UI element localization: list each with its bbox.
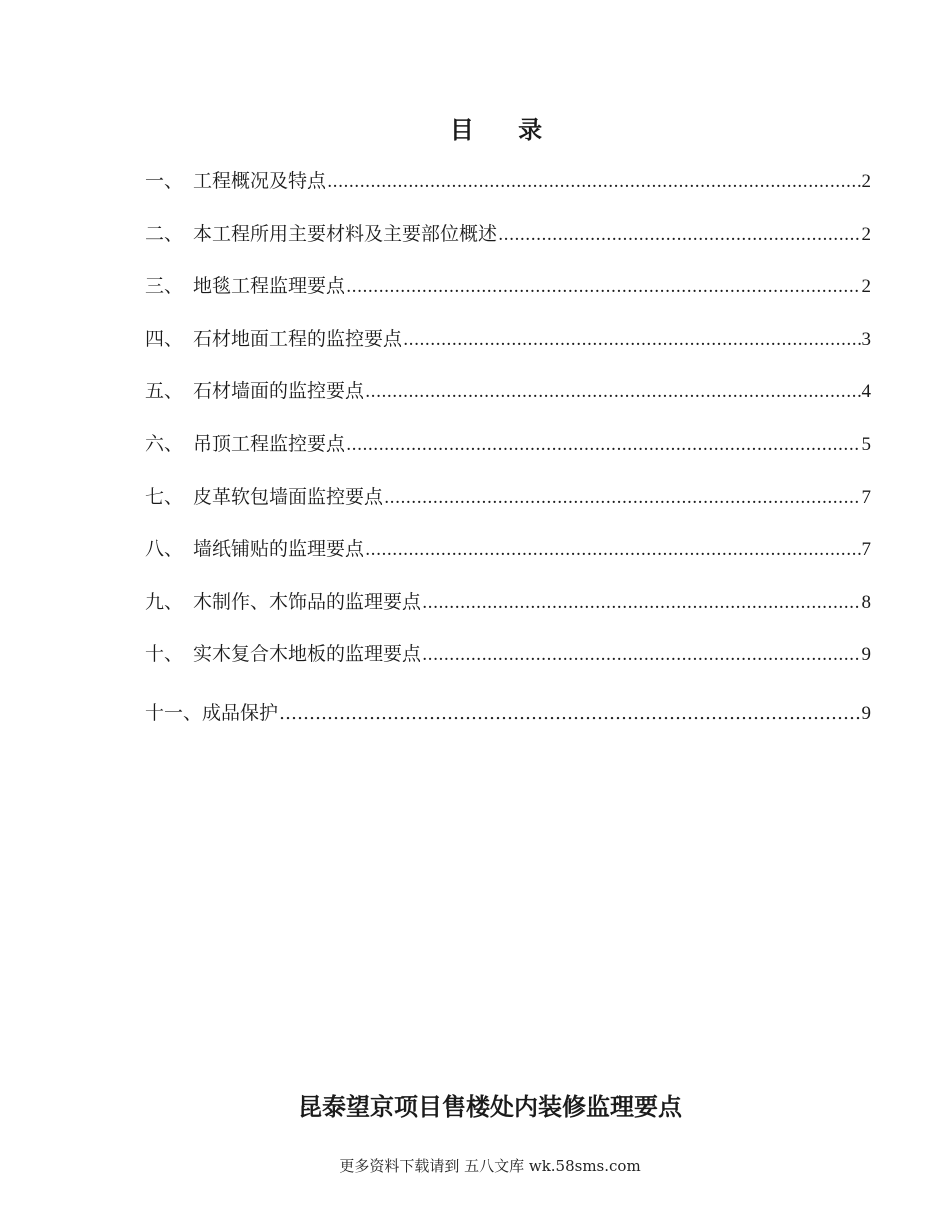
toc-entry[interactable]	[145, 697, 871, 750]
toc-entry-page: 5	[861, 433, 871, 455]
toc-dot-leader	[365, 376, 860, 408]
toc-entry[interactable]	[145, 533, 871, 586]
toc-entry-title: 本工程所用主要材料及主要部位概述	[193, 222, 498, 245]
toc-entry-number: 八、	[145, 538, 184, 561]
toc-entry-number: 二、	[145, 222, 184, 245]
toc-entry-title: 成品保护	[202, 701, 279, 724]
toc-dot-leader	[498, 219, 860, 251]
toc-title: 目 录	[449, 115, 561, 144]
toc-entry[interactable]	[145, 638, 871, 691]
toc-entry-number: 一、	[145, 170, 184, 192]
table-of-contents	[145, 165, 871, 750]
toc-entry-page: 7	[861, 486, 871, 508]
toc-entry[interactable]	[145, 270, 871, 323]
toc-entry-page: 8	[861, 591, 871, 613]
toc-entry[interactable]	[145, 481, 871, 534]
document-title: 昆泰望京项目售楼处内装修监理要点	[298, 1092, 682, 1121]
toc-entry[interactable]	[145, 165, 871, 218]
toc-dot-leader	[365, 534, 860, 566]
toc-entry[interactable]	[145, 428, 871, 481]
toc-entry-page: 3	[861, 328, 871, 350]
toc-entry-page: 2	[861, 223, 871, 245]
toc-entry-number: 九、	[145, 590, 184, 613]
toc-entry-page: 7	[861, 539, 871, 561]
toc-entry-title: 工程概况及特点	[193, 170, 327, 192]
toc-entry-title: 木制作、木饰品的监理要点	[193, 590, 422, 613]
toc-dot-leader	[346, 429, 860, 461]
toc-entry[interactable]	[145, 586, 871, 639]
toc-entry-title: 墙纸铺贴的监理要点	[193, 538, 365, 561]
toc-entry-title: 地毯工程监理要点	[193, 275, 346, 298]
toc-dot-leader	[279, 698, 860, 730]
toc-entry[interactable]	[145, 375, 871, 428]
toc-entry-number: 三、	[145, 275, 184, 298]
toc-entry[interactable]	[145, 323, 871, 376]
toc-entry-title: 石材墙面的监控要点	[193, 380, 365, 403]
toc-entry-number: 六、	[145, 432, 184, 455]
toc-entry-page: 2	[861, 276, 871, 298]
toc-entry-page: 9	[861, 644, 871, 666]
toc-entry-number: 七、	[145, 485, 184, 508]
toc-dot-leader	[422, 587, 860, 619]
toc-entry-title: 皮革软包墙面监控要点	[193, 485, 384, 508]
toc-entry-page: 9	[861, 702, 871, 724]
toc-dot-leader	[384, 482, 860, 514]
toc-entry-number: 十一、	[145, 701, 203, 724]
toc-entry-title: 石材地面工程的监控要点	[193, 327, 403, 350]
toc-entry[interactable]	[145, 218, 871, 271]
footer-note: 更多资料下载请到 五八文库 wk.58sms.com	[339, 1157, 641, 1175]
toc-entry-title: 吊顶工程监控要点	[193, 432, 346, 455]
toc-entry-title: 实木复合木地板的监理要点	[193, 643, 422, 666]
toc-dot-leader	[422, 639, 860, 671]
toc-dot-leader	[403, 324, 860, 356]
toc-entry-number: 十、	[145, 643, 184, 666]
toc-dot-leader	[346, 271, 860, 303]
toc-entry-page: 2	[861, 171, 871, 192]
toc-entry-number: 五、	[145, 380, 184, 403]
toc-entry-page: 4	[861, 381, 871, 403]
toc-dot-leader	[327, 166, 860, 198]
toc-entry-number: 四、	[145, 327, 184, 350]
